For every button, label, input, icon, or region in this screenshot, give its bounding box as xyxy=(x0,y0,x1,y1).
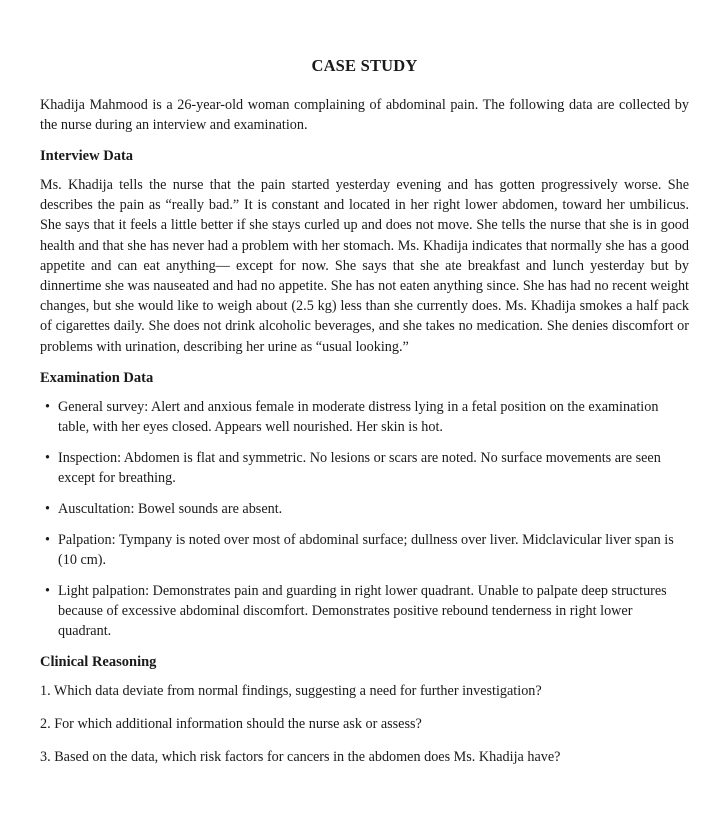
interview-paragraph: Ms. Khadija tells the nurse that the pain started yesterday evening and has gotten progressively worse. She describes the pain as “really bad.” It is constant and located in her right lower abdomen, toward her umbilicus. She says that it feels a little better if she stays curled up and does not move. She tells the nurse that she is in good health and that she has never had a problem with her stomach. Ms. Khadija indicates that normally she has a good appetite and can eat anything— except for now. She says that she ate breakfast and lunch yesterday but by dinnertime she was nauseated and had no appetite. She has not eaten anything since. She has had no recent weight changes, but she would like to weigh about (2.5 kg) less than she currently does. Ms. Khadija smokes a half pack of cigarettes daily. She does not drink alcoholic beverages, and she takes no medication. She denies discomfort or problems with urination, describing her urine as “usual looking.” xyxy=(40,177,689,355)
clinical-reasoning-heading: Clinical Reasoning xyxy=(40,653,157,670)
bullet-icon: • xyxy=(45,582,50,599)
examination-heading: Examination Data xyxy=(40,369,154,386)
intro-paragraph: Khadija Mahmood is a 26-year-old woman complaining of abdominal pain. The following data are collected by the nurse during an interview and examination. xyxy=(40,97,689,133)
list-item-text: Auscultation: Bowel sounds are absent. xyxy=(58,500,283,517)
list-item-text: Palpation: Tympany is noted over most of abdominal surface; dullness over liver. Midclavicular liver span is (10 cm). xyxy=(58,531,674,568)
question-item: 2. For which additional information should the nurse ask or assess? xyxy=(40,715,422,732)
list-item-text: Inspection: Abdomen is flat and symmetric. No lesions or scars are noted. No surface movements are seen except for breathing. xyxy=(58,449,661,486)
list-item-text: General survey: Alert and anxious female in moderate distress lying in a fetal position on the examination table, with her eyes closed. Appears well nourished. Her skin is hot. xyxy=(58,398,659,435)
examination-list xyxy=(40,397,689,641)
list-item xyxy=(40,499,689,519)
bullet-icon: • xyxy=(45,500,50,517)
list-item xyxy=(40,530,689,570)
bullet-icon: • xyxy=(45,398,50,415)
list-item xyxy=(40,448,689,488)
bullet-icon: • xyxy=(45,531,50,548)
question-item: 1. Which data deviate from normal findings, suggesting a need for further investigation? xyxy=(40,682,542,699)
questions-list xyxy=(40,681,689,767)
list-item-text: Light palpation: Demonstrates pain and guarding in right lower quadrant. Unable to palpate deep structures because of excessive abdominal discomfort. Demonstrates positive rebound tenderness in right lower quadrant. xyxy=(58,582,667,639)
interview-heading: Interview Data xyxy=(40,148,134,164)
list-item xyxy=(40,581,689,641)
question-item: 3. Based on the data, which risk factors for cancers in the abdomen does Ms. Khadija have? xyxy=(40,748,561,765)
list-item xyxy=(40,397,689,437)
bullet-icon: • xyxy=(45,449,50,466)
page-title: CASE STUDY xyxy=(311,56,418,75)
